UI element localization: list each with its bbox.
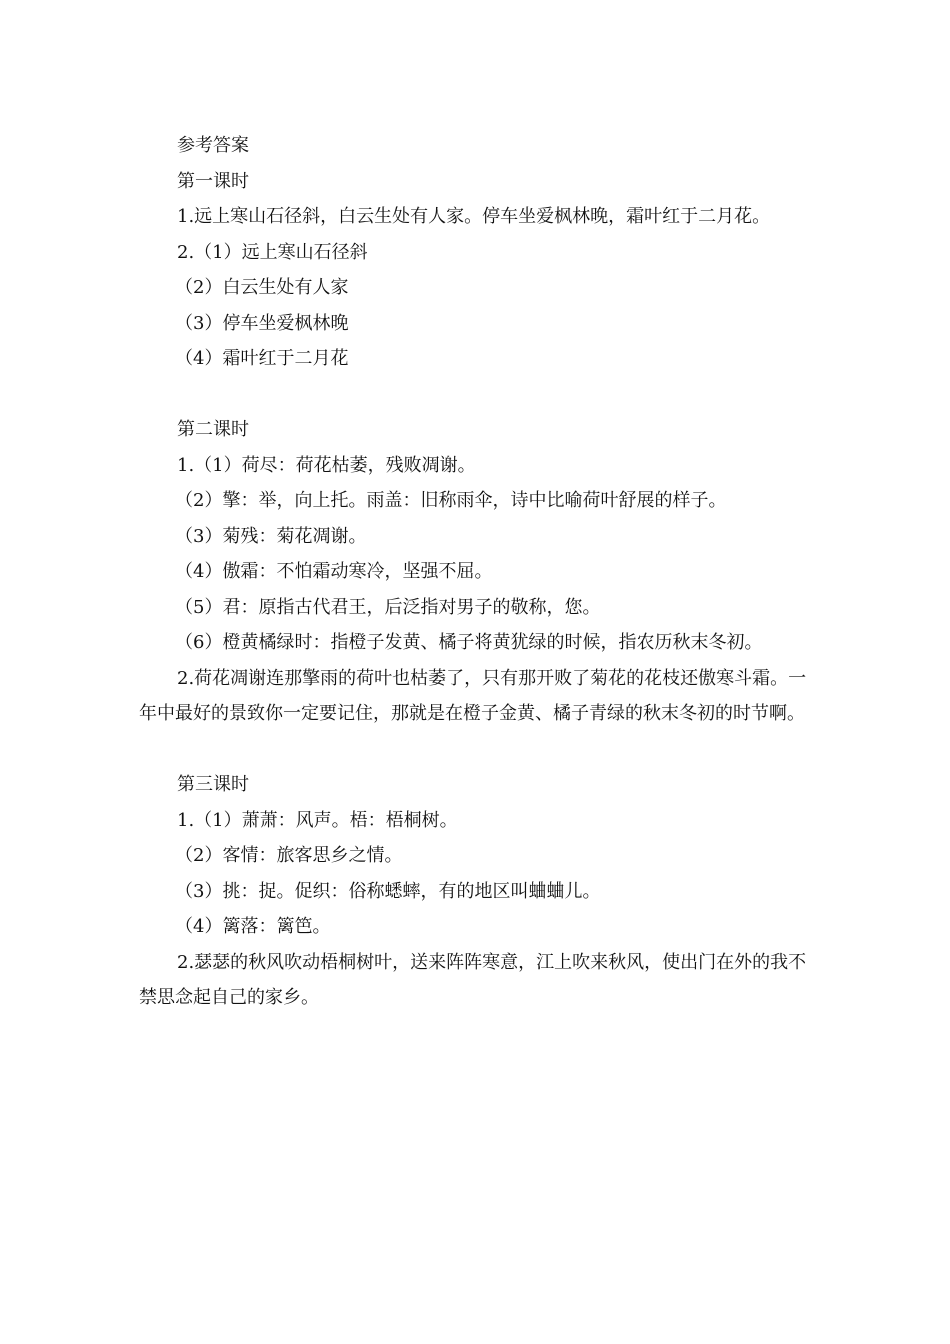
lesson2-item: （4）傲霜：不怕霜动寒冷，坚强不屈。 <box>175 561 493 582</box>
lesson2-item: （2）擎：举，向上托。雨盖：旧称雨伞，诗中比喻荷叶舒展的样子。 <box>175 490 727 511</box>
lesson3-item: （4）篱落：篱笆。 <box>175 916 331 937</box>
answer-content <box>139 128 819 1016</box>
lesson1-item: 1.远上寒山石径斜，白云生处有人家。停车坐爱枫林晚，霜叶红于二月花。 <box>177 206 771 227</box>
lesson1-heading: 第一课时 <box>177 170 249 192</box>
section-spacer <box>139 377 819 413</box>
lesson3-translation: 2.瑟瑟的秋风吹动梧桐树叶，送来阵阵寒意，江上吹来秋风，使出门在外的我不禁思念起自己的家乡。 <box>139 951 807 1008</box>
lesson2-translation: 2.荷花凋谢连那擎雨的荷叶也枯萎了，只有那开败了菊花的花枝还傲寒斗霜。一年中最好的景致你一定要记住，那就是在橙子金黄、橘子青绿的秋末冬初的时节啊。 <box>139 667 807 724</box>
lesson1-item: （2）白云生处有人家 <box>175 277 349 298</box>
lesson2-item: （3）菊残：菊花凋谢。 <box>175 525 367 547</box>
lesson3-item: 1.（1）萧萧：风声。梧：梧桐树。 <box>177 809 458 831</box>
section-spacer <box>139 732 819 768</box>
lesson2-heading: 第二课时 <box>177 419 249 440</box>
lesson2-item: （6）橙黄橘绿时：指橙子发黄、橘子将黄犹绿的时候，指农历秋末冬初。 <box>175 632 763 653</box>
lesson3-heading: 第三课时 <box>177 774 249 795</box>
lesson1-item: （3）停车坐爱枫林晚 <box>175 312 349 334</box>
lesson3-item: （3）挑：捉。促织：俗称蟋蟀，有的地区叫蛐蛐儿。 <box>175 880 601 902</box>
lesson3-item: （2）客情：旅客思乡之情。 <box>175 845 403 866</box>
page-title: 参考答案 <box>177 135 249 156</box>
lesson1-item: （4）霜叶红于二月花 <box>175 348 349 369</box>
lesson1-item: 2.（1）远上寒山石径斜 <box>177 241 368 263</box>
lesson2-item: 1.（1）荷尽：荷花枯萎，残败凋谢。 <box>177 454 476 476</box>
lesson2-item: （5）君：原指古代君王，后泛指对男子的敬称，您。 <box>175 596 601 618</box>
